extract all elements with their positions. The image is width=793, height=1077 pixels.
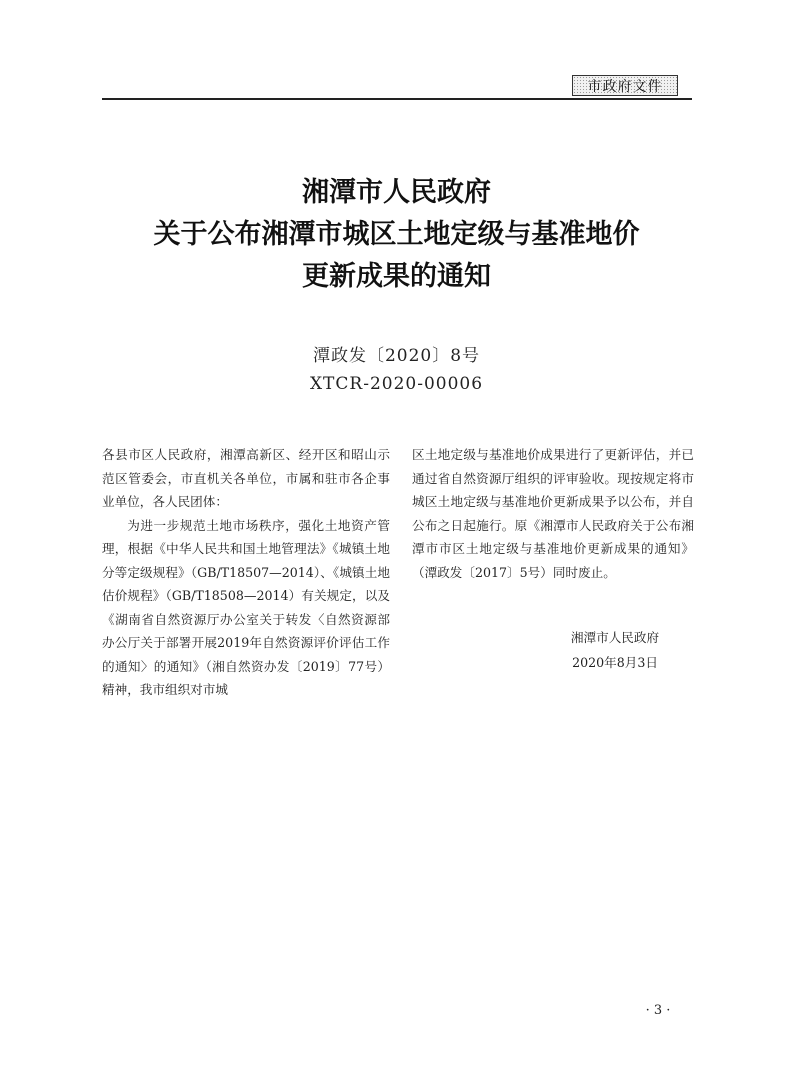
signature-block [540,625,690,675]
body-paragraph: 为进一步规范土地市场秩序，强化土地资产管理，根据《中华人民共和国土地管理法》《城镇土地分等定级规程》（GB/T18507—2014）、《城镇土地估价规程》（GB/T18508—2014）有关规定，以及《湖南省自然资源厅办公室关于转发〈自然资源部办公厅关于部署开展2019年自然资源评价评估工作的通知〉的通知》（湘自然资办发〔2019〕77号）精神，我市组织对市城 [102,517,390,697]
salutation-paragraph: 各县市区人民政府，湘潭高新区、经开区和昭山示范区管委会，市直机关各单位，市属和驻市各企事业单位，各人民团体： [102,447,390,509]
section-tag: 市政府文件 [572,75,678,96]
title-line-2: 关于公布湘潭市城区土地定级与基准地价 [153,219,640,250]
title-line-1: 湘潭市人民政府 [302,177,491,208]
header-rule [102,98,692,100]
page-number: · 3 · [645,1003,671,1018]
document-number-block [0,342,793,398]
document-code: XTCR-2020-00006 [309,374,484,394]
body-left-column [102,443,390,702]
issue-date: 2020年8月3日 [572,655,658,670]
issue-number: 潭政发〔2020〕8号 [312,346,481,366]
body-right-column [412,443,694,584]
document-title [0,172,793,298]
title-line-3: 更新成果的通知 [302,261,491,292]
body-paragraph-continued: 区土地定级与基准地价成果进行了更新评估，并已通过省自然资源厅组织的评审验收。现按规定将市城区土地定级与基准地价更新成果予以公布，并自公布之日起施行。原《湘潭市人民政府关于公布湘潭市市区土地定级与基准地价更新成果的通知》（潭政发〔2017〕5号）同时废止。 [412,447,694,580]
issuer-name: 湘潭市人民政府 [570,630,660,645]
